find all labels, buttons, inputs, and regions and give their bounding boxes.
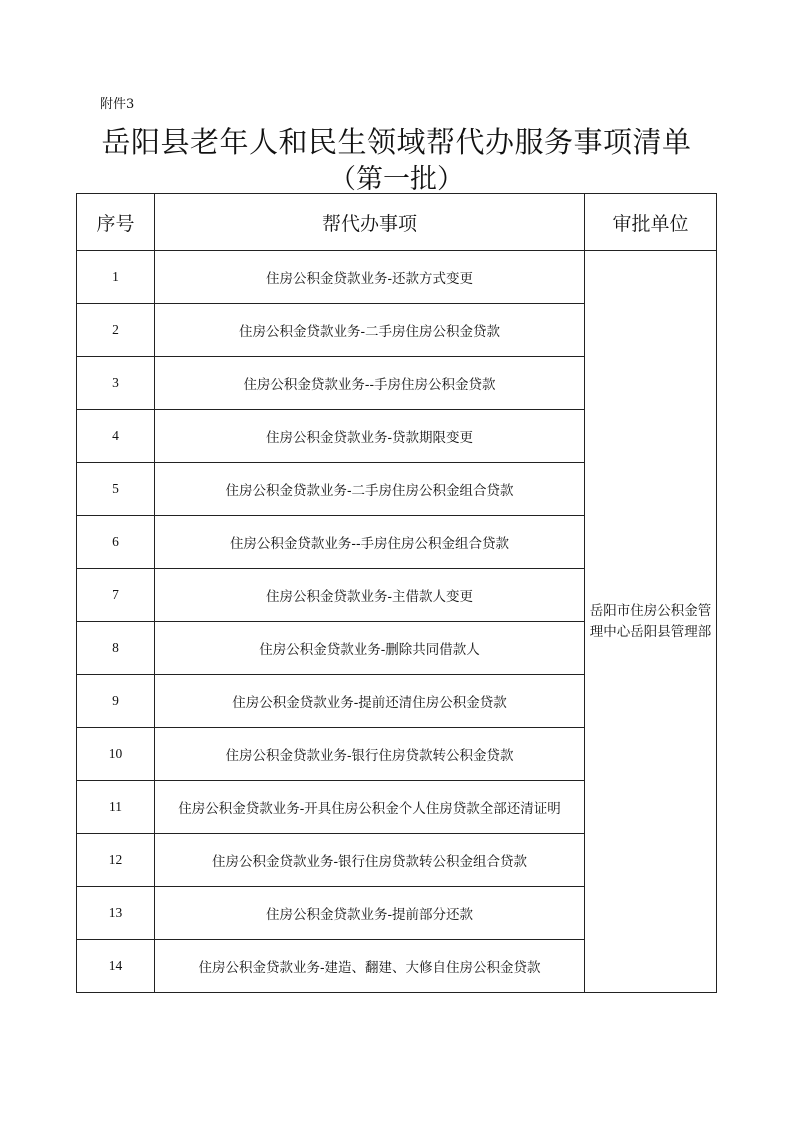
row-item: 住房公积金贷款业务-银行住房贷款转公积金贷款 <box>155 728 585 781</box>
document-subtitle: （第一批） <box>329 164 464 195</box>
row-seq: 2 <box>77 304 155 357</box>
row-item: 住房公积金贷款业务-开具住房公积金个人住房贷款全部还清证明 <box>155 781 585 834</box>
row-item: 住房公积金贷款业务-提前还清住房公积金贷款 <box>155 675 585 728</box>
row-seq: 9 <box>77 675 155 728</box>
table-body <box>77 251 717 993</box>
row-seq: 12 <box>77 834 155 887</box>
row-item: 住房公积金贷款业务-建造、翻建、大修自住房公积金贷款 <box>155 940 585 993</box>
row-seq: 8 <box>77 622 155 675</box>
row-item: 住房公积金贷款业务-还款方式变更 <box>155 251 585 304</box>
attachment-label: 附件3 <box>100 97 135 112</box>
header-item: 帮代办事项 <box>155 194 585 251</box>
row-seq: 3 <box>77 357 155 410</box>
header-unit: 审批单位 <box>585 194 717 251</box>
row-seq: 1 <box>77 251 155 304</box>
row-seq: 4 <box>77 410 155 463</box>
row-item: 住房公积金贷款业务-提前部分还款 <box>155 887 585 940</box>
row-seq: 7 <box>77 569 155 622</box>
row-seq: 6 <box>77 516 155 569</box>
row-item: 住房公积金贷款业务--手房住房公积金贷款 <box>155 357 585 410</box>
row-seq: 14 <box>77 940 155 993</box>
table-row <box>77 251 717 304</box>
row-seq: 11 <box>77 781 155 834</box>
row-seq: 13 <box>77 887 155 940</box>
header-seq: 序号 <box>77 194 155 251</box>
row-seq: 5 <box>77 463 155 516</box>
row-item: 住房公积金贷款业务-主借款人变更 <box>155 569 585 622</box>
table-header-row <box>77 194 717 251</box>
row-item: 住房公积金贷款业务--手房住房公积金组合贷款 <box>155 516 585 569</box>
row-seq: 10 <box>77 728 155 781</box>
approval-unit: 岳阳市住房公积金管理中心岳阳县管理部 <box>585 251 717 993</box>
row-item: 住房公积金贷款业务-二手房住房公积金组合贷款 <box>155 463 585 516</box>
row-item: 住房公积金贷款业务-贷款期限变更 <box>155 410 585 463</box>
service-items-table <box>76 193 717 993</box>
row-item: 住房公积金贷款业务-二手房住房公积金贷款 <box>155 304 585 357</box>
document-title: 岳阳县老年人和民生领域帮代办服务事项清单 <box>101 125 692 159</box>
row-item: 住房公积金贷款业务-删除共同借款人 <box>155 622 585 675</box>
row-item: 住房公积金贷款业务-银行住房贷款转公积金组合贷款 <box>155 834 585 887</box>
